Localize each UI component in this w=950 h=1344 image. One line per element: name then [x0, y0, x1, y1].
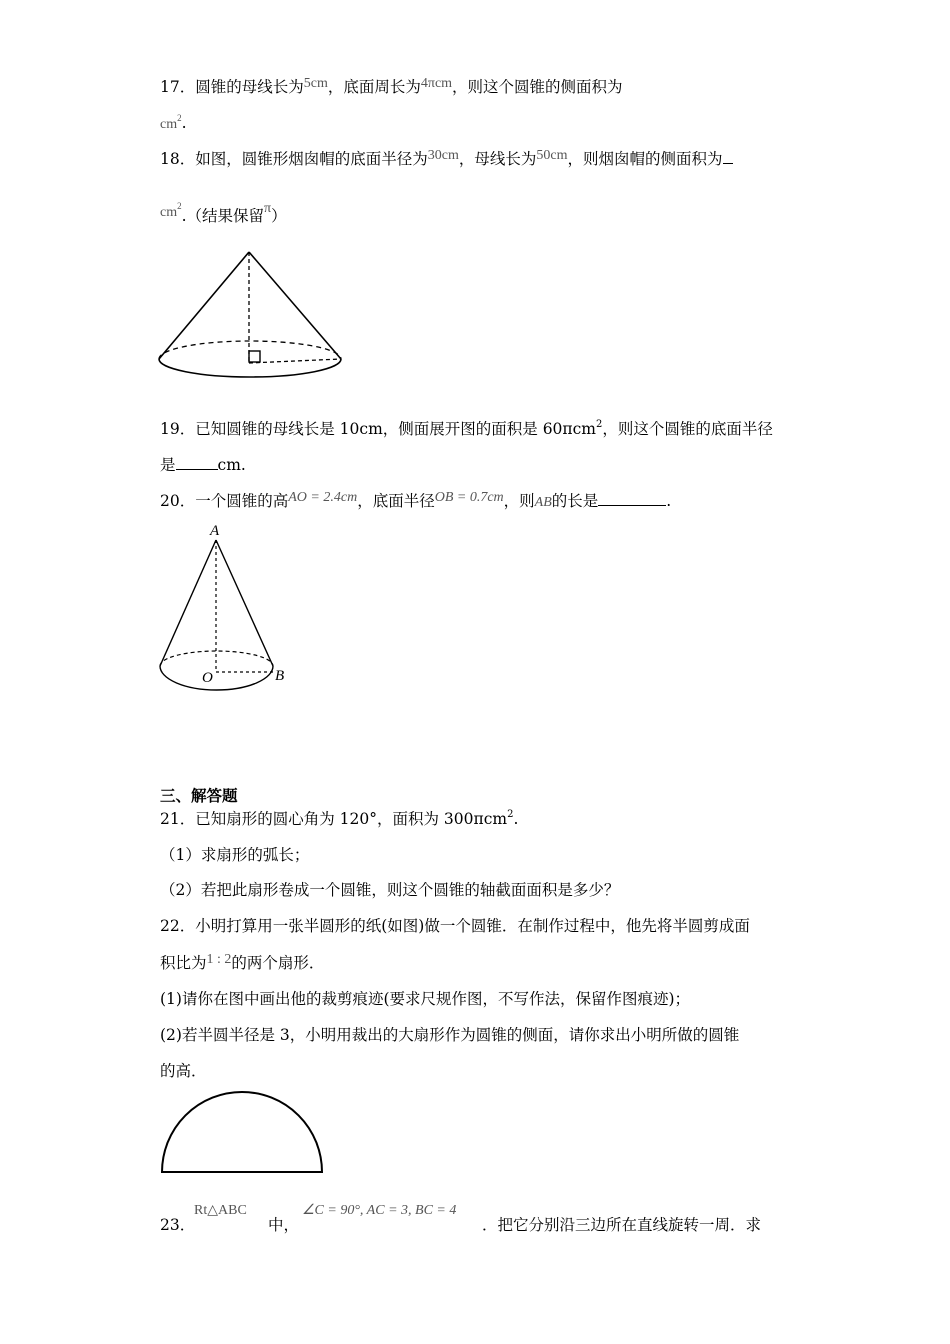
- math-length: 5cm: [303, 76, 328, 91]
- math-conditions: ∠C = 90°, AC = 3, BC = 4: [302, 1203, 457, 1218]
- chimney-cap-cone-figure: [155, 245, 350, 390]
- label-b: B: [275, 668, 285, 684]
- question-22-line-1: 22．小明打算用一张半圆形的纸(如图)做一个圆锥．在制作过程中，他先将半圆剪成面: [160, 917, 750, 935]
- cone-aob-figure: [155, 520, 295, 695]
- section-title: 三、解答题: [160, 786, 238, 805]
- label-o: O: [202, 670, 213, 686]
- question-20-line: 20．一个圆锥的高AO = 2.4cm，底面半径OB = 0.7cm，则AB的长是 .: [160, 490, 672, 510]
- question-22-line-2: 积比为1 : 2的两个扇形．: [160, 952, 325, 972]
- question-22-part-2-line-2: 的高．: [160, 1062, 207, 1080]
- question-23-text-1: 中，: [268, 1216, 300, 1234]
- question-18-line-1: 18．如图，圆锥形烟囱帽的底面半径为30cm，母线长为50cm，则烟囱帽的侧面积为: [160, 149, 733, 171]
- question-21-line: 21．已知扇形的圆心角为 120°，面积为 300πcm$^2$.: [160, 809, 519, 828]
- math-circumference: 4πcm: [420, 76, 453, 91]
- question-23-text-2: ．把它分别沿三边所在直线旋转一周．求: [482, 1216, 762, 1234]
- question-21-part-2: （2）若把此扇形卷成一个圆锥，则这个圆锥的轴截面面积是多少？: [160, 881, 620, 899]
- question-22-part-1: (1)请你在图中画出他的裁剪痕迹(要求尺规作图，不写作法，保留作图痕迹)；: [160, 990, 691, 1008]
- answer-blank: [176, 455, 218, 470]
- question-22-part-2-line-1: (2)若半圆半径是 3，小明用裁出的大扇形作为圆锥的侧面，请你求出小明所做的圆锥: [160, 1026, 740, 1044]
- semicircle-figure: [158, 1085, 328, 1177]
- question-18-line-2: $cm^2$.（结果保留π）: [160, 201, 287, 225]
- answer-blank: [598, 491, 666, 506]
- question-17-line-2: $cm^2$.: [160, 113, 187, 132]
- question-21-part-1: （1）求扇形的弧长；: [160, 846, 310, 864]
- question-19-line-2: 是 cm.: [160, 456, 246, 474]
- question-17-line-1: 17．圆锥的母线长为5cm，底面周长为4πcm，则这个圆锥的侧面积为: [160, 76, 623, 96]
- math-triangle: Rt△ABC: [194, 1203, 247, 1218]
- question-23-line: 23．: [160, 1216, 196, 1234]
- question-19-line-1: 19．已知圆锥的母线长是 10cm，侧面展开图的面积是 60πcm$^2$，则这个圆锥的底面半径: [160, 419, 773, 438]
- label-a: A: [210, 523, 220, 539]
- answer-blank: [723, 149, 733, 164]
